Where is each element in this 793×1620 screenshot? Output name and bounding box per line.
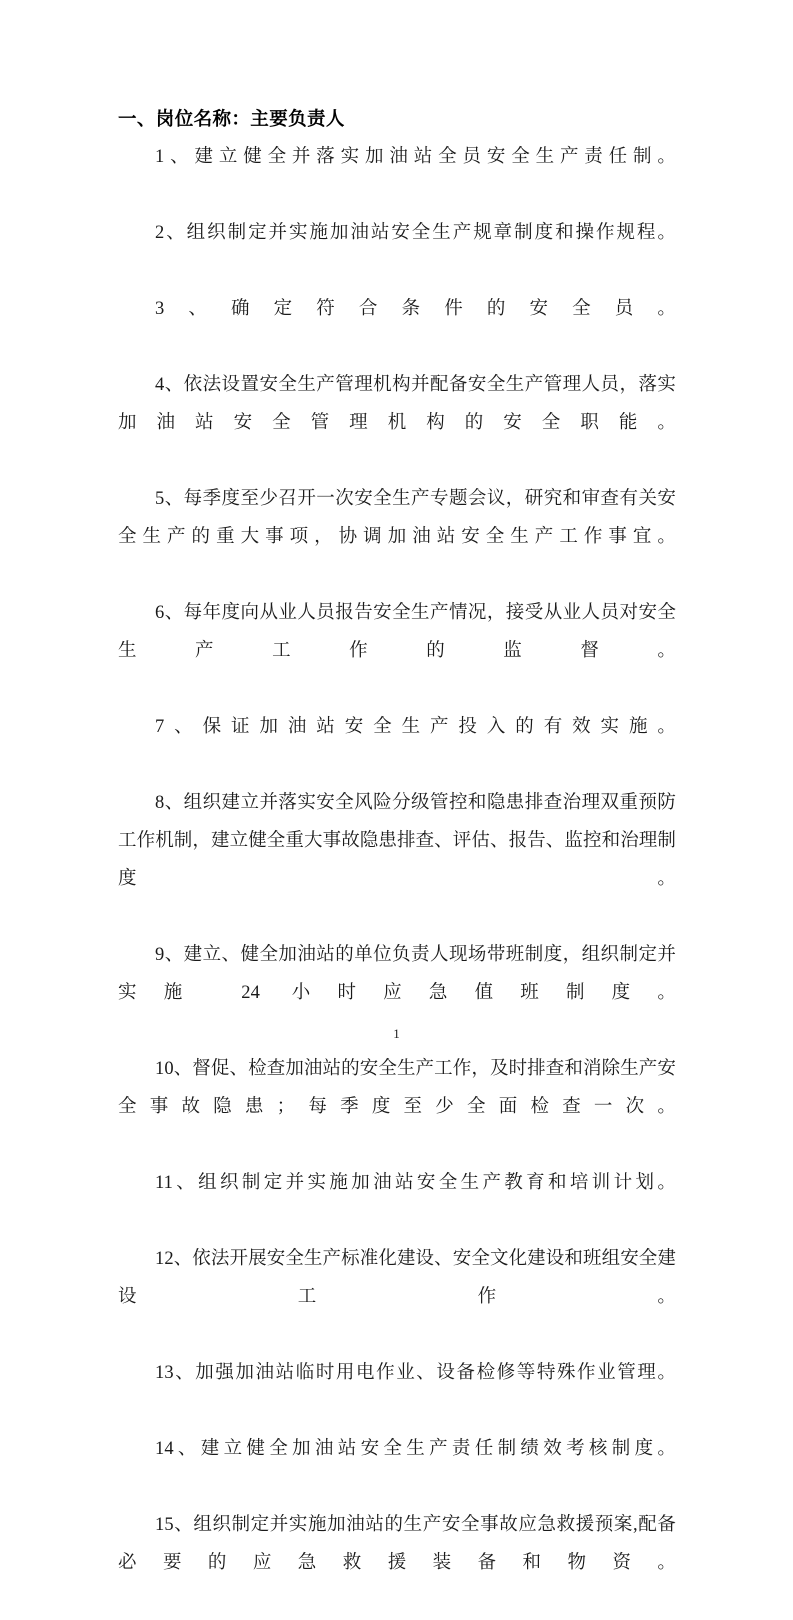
list-item: 1、建立健全并落实加油站全员安全生产责任制。 [155, 147, 676, 167]
list-item: 6、每年度向从业人员报告安全生产情况，接受从业人员对安全生产工作的监督。 [118, 603, 676, 661]
footer-page-number: 1 [393, 1026, 400, 1041]
list-item: 7、保证加油站安全生产投入的有效实施。 [155, 717, 676, 737]
list-item: 15、组织制定并实施加油站的生产安全事故应急救援预案,配备必要的应急救援装备和物资。 [118, 1515, 676, 1573]
list-item: 3、确定符合条件的安全员。 [155, 299, 676, 319]
list-item: 13、加强加油站临时用电作业、设备检修等特殊作业管理。 [155, 1363, 676, 1383]
list-item: 9、建立、健全加油站的单位负责人现场带班制度，组织制定并实施 24 小时应急值班制度。 [118, 945, 676, 1003]
list-item: 2、组织制定并实施加油站安全生产规章制度和操作规程。 [155, 223, 676, 243]
document-body [118, 100, 676, 1620]
list-item: 5、每季度至少召开一次安全生产专题会议，研究和审查有关安全生产的重大事项，协调加油站安全生产工作事宜。 [118, 489, 676, 547]
list-item: 8、组织建立并落实安全风险分级管控和隐患排查治理双重预防工作机制，建立健全重大事故隐患排查、评估、报告、监控和治理制度。 [118, 793, 677, 889]
page-title: 一、岗位名称：主要负责人 [118, 108, 345, 129]
list-item: 4、依法设置安全生产管理机构并配备安全生产管理人员，落实加油站安全管理机构的安全职能。 [118, 375, 676, 433]
list-item: 14、建立健全加油站安全生产责任制绩效考核制度。 [155, 1439, 676, 1459]
list-item: 12、依法开展安全生产标准化建设、安全文化建设和班组安全建设工作。 [118, 1249, 676, 1307]
list-item: 11、组织制定并实施加油站安全生产教育和培训计划。 [155, 1173, 676, 1193]
list-item: 10、督促、检查加油站的安全生产工作，及时排查和消除生产安全事故隐患；每季度至少全面检查一次。 [118, 1059, 676, 1117]
